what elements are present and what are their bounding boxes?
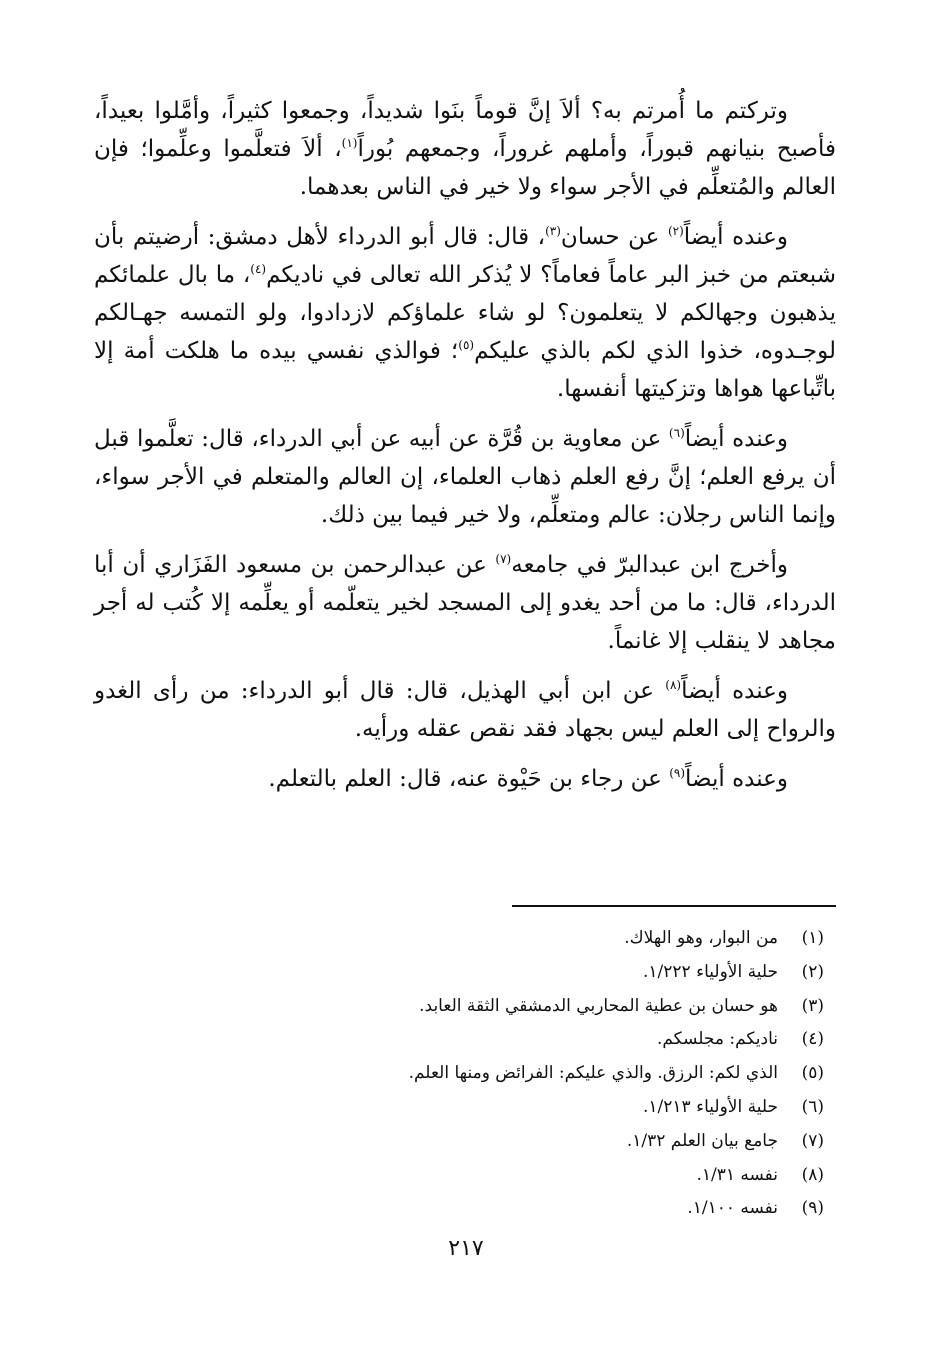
main-text	[94, 92, 836, 810]
footnote-item	[104, 1125, 824, 1159]
footnote-number: (٧)	[801, 1130, 824, 1151]
footnote-text: هو حسان بن عطية المحاربي الدمشقي الثقة العابد.	[419, 995, 778, 1016]
footnote-ref[interactable]: (٩)	[669, 766, 686, 780]
paragraph-text: عن عبدالرحمن بن مسعود الفَزَاري أن أبا الدرداء، قال: ما من أحد يغدو إلى المسجد لخير يتعلّمه أو يعلِّمه إلا كُتب له أجر مجاهد لا ينقلب إلا غانماً.	[94, 552, 836, 654]
footnote-item	[104, 1057, 824, 1091]
footnote-number: (٥)	[801, 1063, 824, 1084]
paragraph-text: ، قال: قال أبو الدرداء لأهل دمشق: أرضيتم بأن شبعتم من خبز البر عاماً فعاماً؟ لا يُذكر الله تعالى في ناديكم	[94, 224, 837, 288]
footnote-item	[104, 990, 824, 1024]
footnote-number: (١)	[801, 928, 824, 948]
paragraph-text: عن ابن أبي الهذيل، قال: قال أبو الدرداء: من رأى الغدو والرواح إلى العلم ليس بجهاد فقد نقص عقله ورأيه.	[94, 678, 836, 742]
paragraph-5	[94, 672, 836, 748]
footnote-ref[interactable]: (٨)	[665, 678, 682, 692]
footnote-number: (٤)	[801, 1029, 824, 1050]
footnote-text: ناديكم: مجلسكم.	[656, 1029, 778, 1050]
footnote-ref[interactable]: (٧)	[495, 552, 512, 566]
footnote-ref[interactable]: (٥)	[458, 338, 475, 352]
footnote-number: (٦)	[801, 1096, 824, 1117]
footnote-number: (٢)	[801, 961, 824, 982]
paragraph-text: وعنده أيضاً	[685, 766, 788, 792]
paragraph-text: عن معاوية بن قُرَّة عن أبيه عن أبي الدرداء، قال: تعلَّموا قبل أن يرفع العلم؛ إنَّ رفع العلم ذهاب العلماء، إن العالم والمتعلم في الأجر سواء، وإنما الناس رجلان: عالم ومتعلِّم، ولا خير فيما بين ذلك.	[94, 426, 836, 528]
paragraph-text: وعنده أيضاً	[684, 426, 789, 452]
paragraph-text: عن حسان	[560, 224, 668, 250]
footnote-text: من البوار، وهو الهلاك.	[624, 928, 778, 948]
paragraph-text: ، ألاَ فتعلَّموا وعلِّموا؛ فإن العالم والمُتعلِّم في الأجر سواء ولا خير في الناس بعدهما.	[94, 136, 836, 200]
paragraph-text: ، ما بال علمائكم يذهبون وجهالكم لا يتعلمون؟ لو شاء علماؤكم لازدادوا، ولو التمسه جهـالكم لوجـدوه، خذوا الذي لكم بالذي عليكم	[94, 262, 836, 364]
footnote-text: حلية الأولياء ١/٢١٣.	[643, 1096, 778, 1117]
footnote-text: نفسه ١/١٠٠.	[687, 1198, 778, 1219]
paragraph-text: ؛ فوالذي نفسي بيده ما هلكت أمة إلا باتِّباعها هواها وتزكيتها أنفسها.	[94, 338, 836, 402]
footnote-number: (٨)	[801, 1164, 824, 1185]
footnote-text: جامع بيان العلم ١/٣٢.	[626, 1130, 778, 1151]
page-number: ٢١٧	[448, 1236, 484, 1261]
paragraph-text: وأخرج ابن عبدالبرّ في جامعه	[511, 552, 789, 578]
footnote-text: حلية الأولياء ١/٢٢٢.	[643, 961, 778, 982]
footnote-ref[interactable]: (١)	[341, 136, 358, 150]
footnote-item	[104, 1091, 824, 1125]
footnote-text: نفسه ١/٣١.	[696, 1164, 778, 1185]
footnote-item	[104, 922, 824, 956]
footnote-item	[104, 956, 824, 990]
paragraph-1	[94, 92, 836, 206]
paragraph-4	[94, 546, 836, 660]
footnote-list	[104, 922, 824, 1226]
paragraph-6	[94, 760, 836, 798]
paragraph-text: عن رجاء بن حَيْوة عنه، قال: العلم بالتعلم.	[268, 766, 670, 792]
paragraph-text: وعنده أيضاً	[683, 224, 788, 250]
footnote-divider	[512, 905, 836, 907]
footnote-text: الذي لكم: الرزق. والذي عليكم: الفرائض ومنها العلم.	[408, 1063, 778, 1084]
paragraph-text: وعنده أيضاً	[681, 678, 789, 704]
footnote-item	[104, 1023, 824, 1057]
footnote-ref[interactable]: (٣)	[545, 224, 561, 238]
footnote-ref[interactable]: (٢)	[667, 224, 684, 238]
paragraph-3	[94, 420, 836, 534]
paragraph-text: وتركتم ما أُمرتم به؟ ألاَ إنَّ قوماً بنَوا شديداً، وجمعوا كثيراً، وأمَّلوا بعيداً، فأصبح بنيانهم قبوراً، وأملهم غروراً، وجمعهم بُوراً	[94, 98, 837, 162]
footnote-number: (٣)	[801, 995, 824, 1016]
footnote-number: (٩)	[801, 1198, 824, 1219]
footnote-item	[104, 1192, 824, 1226]
footnote-item	[104, 1159, 824, 1193]
footnote-ref[interactable]: (٦)	[668, 426, 685, 440]
paragraph-2	[94, 218, 836, 408]
footnote-ref[interactable]: (٤)	[250, 262, 267, 276]
